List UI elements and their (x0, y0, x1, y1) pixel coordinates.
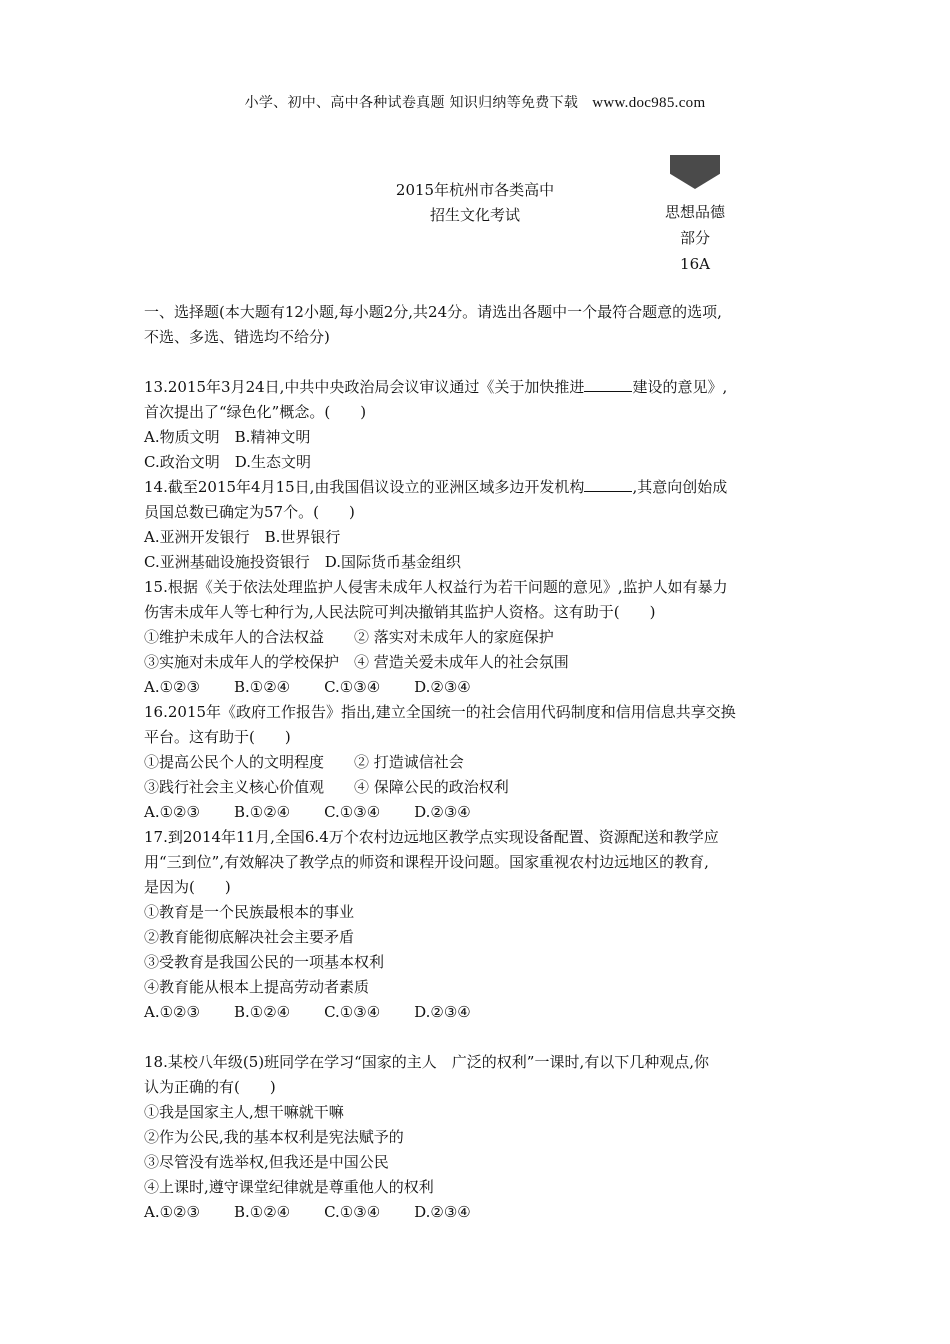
exam-code: 16A (680, 255, 710, 273)
option-line: A.①②③ B.①②④ C.①③④ D.②③④ (144, 1003, 471, 1021)
question-16 (144, 700, 814, 825)
question-stem: 16.2015年《政府工作报告》指出,建立全国统一的社会信用代码制度和信用信息共享交换 (144, 703, 736, 721)
pentagon-marker-icon (670, 155, 720, 189)
section-heading-line1: 一、选择题(本大题有12小题,每小题2分,共24分。请选出各题中一个最符合题意的选项, (144, 303, 722, 321)
statement-line: ③受教育是我国公民的一项基本权利 (144, 953, 385, 971)
option-line: C.亚洲基础设施投资银行 D.国际货币基金组织 (144, 553, 461, 571)
question-stem: 是因为( ) (144, 878, 231, 896)
question-14 (144, 475, 814, 575)
option-line: A.①②③ B.①②④ C.①③④ D.②③④ (144, 678, 471, 696)
question-stem: 15.根据《关于依法处理监护人侵害未成年人权益行为若干问题的意见》,监护人如有暴力 (144, 578, 728, 596)
question-stem: 平台。这有助于( ) (144, 728, 291, 746)
answer-blank (584, 477, 632, 492)
question-content (144, 300, 814, 1225)
option-line: A.物质文明 B.精神文明 (144, 428, 311, 446)
question-stem: 用“三到位”,有效解决了教学点的师资和课程开设问题。国家重视农村边远地区的教育, (144, 853, 709, 871)
statement-line: ③实施对未成年人的学校保护 ④ 营造关爱未成年人的社会氛围 (144, 653, 569, 671)
statement-line: ①我是国家主人,想干嘛就干嘛 (144, 1103, 344, 1121)
option-line: A.①②③ B.①②④ C.①③④ D.②③④ (144, 1203, 471, 1221)
header-url[interactable]: www.doc985.com (592, 95, 706, 111)
statement-line: ③践行社会主义核心价值观 ④ 保障公民的政治权利 (144, 778, 509, 796)
question-stem: 认为正确的有( ) (144, 1078, 276, 1096)
question-stem: 员国总数已确定为57个。( ) (144, 503, 355, 521)
question-stem: 17.到2014年11月,全国6.4万个农村边远地区教学点实现设备配置、资源配送和教学应 (144, 828, 719, 846)
question-stem: 14.截至2015年4月15日,由我国倡议设立的亚洲区域多边开发机构 ,其意向创始成 (144, 478, 728, 496)
subject-block (655, 155, 735, 277)
subject-line1: 思想品德 (664, 203, 725, 221)
statement-line: ②作为公民,我的基本权利是宪法赋予的 (144, 1128, 404, 1146)
answer-blank (584, 377, 632, 392)
statement-line: ④教育能从根本上提高劳动者素质 (144, 978, 370, 996)
question-stem: 伤害未成年人等七种行为,人民法院可判决撤销其监护人资格。这有助于( ) (144, 603, 656, 621)
statement-line: ③尽管没有选举权,但我还是中国公民 (144, 1153, 389, 1171)
subject-line2: 部分 (679, 229, 710, 247)
question-stem: 18.某校八年级(5)班同学在学习“国家的主人 广泛的权利”一课时,有以下几种观点,你 (144, 1053, 709, 1071)
question-17 (144, 825, 814, 1025)
question-stem: 13.2015年3月24日,中共中央政治局会议审议通过《关于加快推进 建设的意见》, (144, 378, 728, 396)
statement-line: ①教育是一个民族最根本的事业 (144, 903, 355, 921)
question-stem: 首次提出了“绿色化”概念。( ) (144, 403, 367, 421)
option-line: A.亚洲开发银行 B.世界银行 (144, 528, 341, 546)
question-13 (144, 375, 814, 475)
section-heading-line2: 不选、多选、错选均不给分) (144, 328, 330, 346)
option-line: C.政治文明 D.生态文明 (144, 453, 311, 471)
statement-line: ①提高公民个人的文明程度 ② 打造诚信社会 (144, 753, 464, 771)
option-line: A.①②③ B.①②④ C.①③④ D.②③④ (144, 803, 471, 821)
exam-title-line1: 2015年杭州市各类高中 (395, 181, 555, 199)
question-15 (144, 575, 814, 700)
header-text: 小学、初中、高中各种试卷真题 知识归纳等免费下载 (244, 95, 579, 111)
statement-line: ②教育能彻底解决社会主要矛盾 (144, 928, 355, 946)
page-header (0, 92, 950, 112)
exam-title (350, 178, 600, 228)
statement-line: ①维护未成年人的合法权益 ② 落实对未成年人的家庭保护 (144, 628, 554, 646)
statement-line: ④上课时,遵守课堂纪律就是尊重他人的权利 (144, 1178, 434, 1196)
exam-title-line2: 招生文化考试 (429, 206, 520, 224)
question-18 (144, 1050, 814, 1225)
